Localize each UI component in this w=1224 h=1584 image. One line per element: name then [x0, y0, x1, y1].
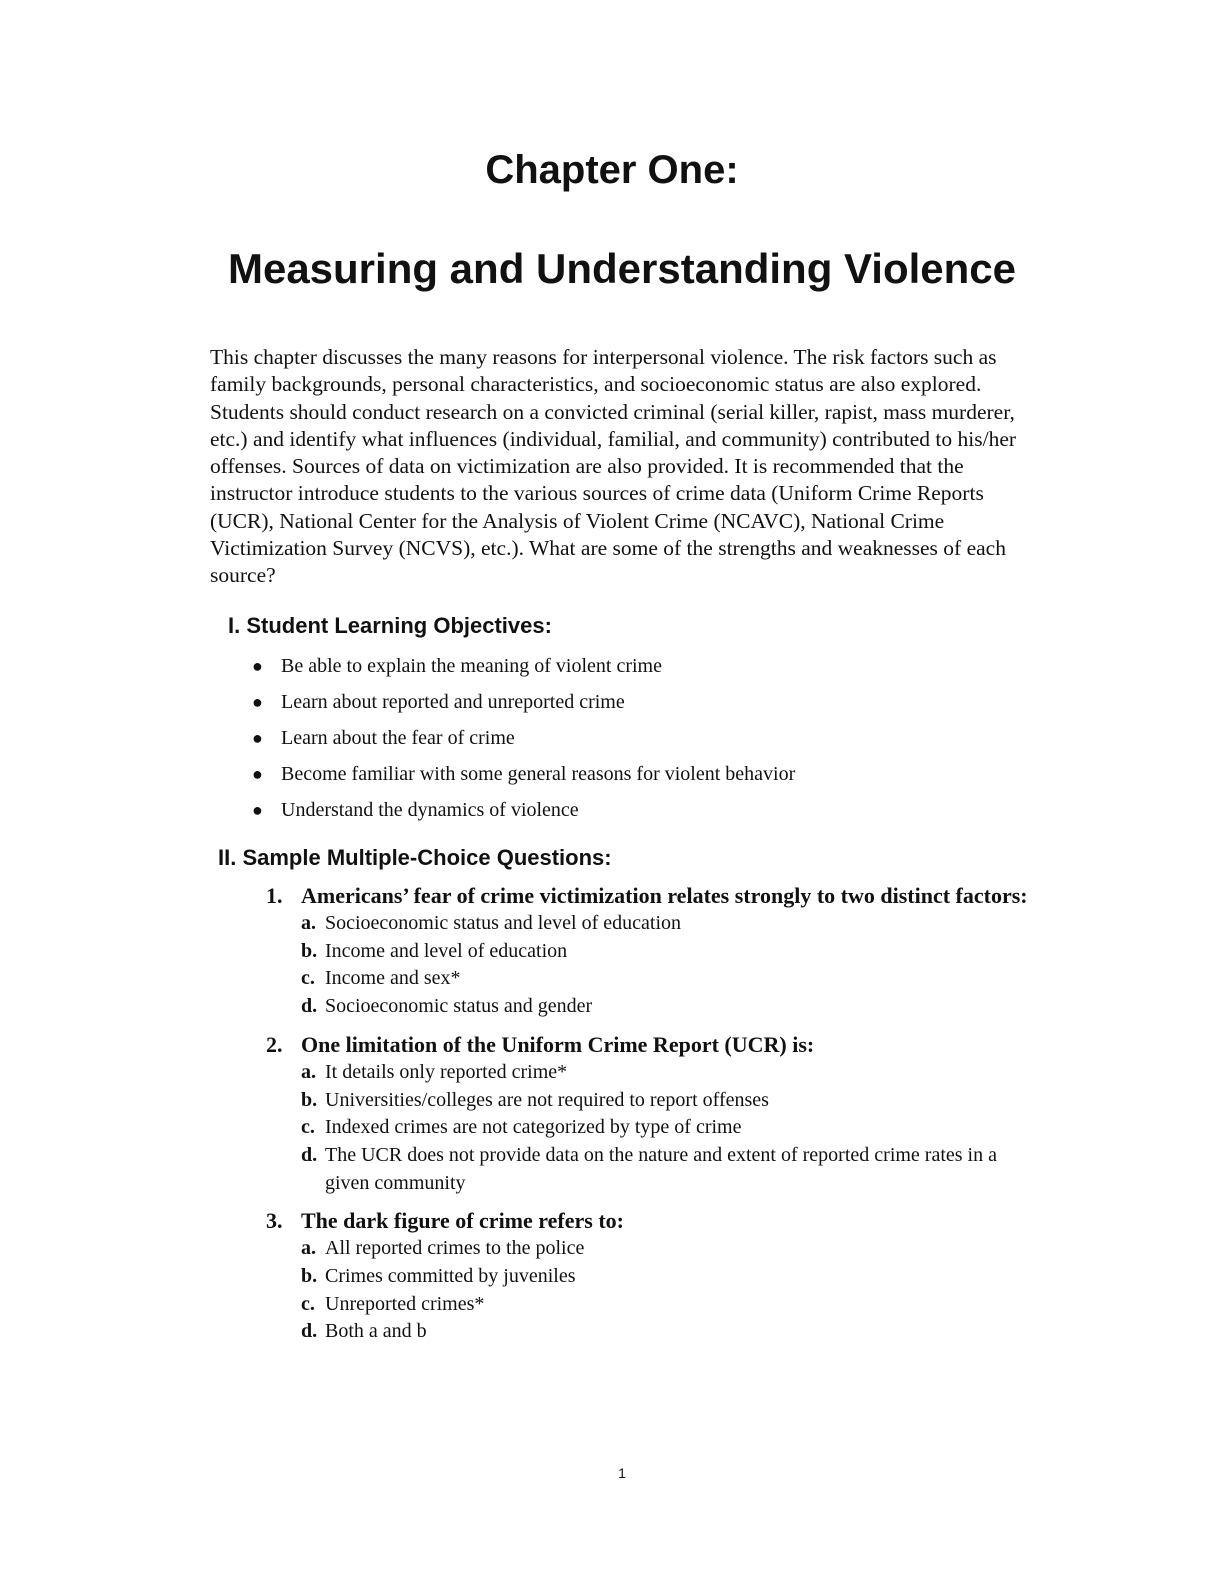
intro-paragraph: This chapter discusses the many reasons for interpersonal violence. The risk factors such as family backgrounds, personal characteristics, and socioeconomic status are also explored. Students should conduct research on a convicted criminal (serial killer, rapist, mass murderer, etc.) and identify what influences (individual, familial, and community) contributed to his/her offenses. Sources of data on victimization are also provided. It is recommended that the instructor introduce students to the various sources of crime data (Uniform Crime Reports (UCR), National Center for the Analysis of Violent Crime (NCAVC), National Crime Victimization Survey (NCVS), etc.). What are some of the strengths and weaknesses of each source? — [210, 345, 1017, 588]
option-text: Indexed crimes are not categorized by type of crime — [325, 1116, 742, 1139]
option-letter: c. — [301, 967, 315, 990]
chapter-title: Chapter One: — [485, 148, 739, 192]
question-stem — [266, 1031, 1036, 1059]
question-item — [266, 882, 1036, 1021]
objectives-heading: I. Student Learning Objectives: — [228, 613, 552, 638]
option-letter: b. — [301, 939, 318, 962]
answer-option — [301, 993, 1036, 1021]
option-letter: c. — [301, 1292, 315, 1315]
objective-item — [252, 796, 795, 832]
option-text: Crimes committed by juveniles — [325, 1265, 576, 1288]
bullet-icon: ● — [252, 692, 263, 712]
answer-option — [301, 1087, 1036, 1115]
option-letter: a. — [301, 912, 316, 934]
objective-text: Be able to explain the meaning of violent crime — [281, 655, 662, 677]
option-letter: c. — [301, 1116, 315, 1139]
questions-heading: II. Sample Multiple-Choice Questions: — [218, 845, 612, 870]
question-number: 2. — [266, 1031, 283, 1057]
answer-option — [301, 1235, 1036, 1263]
option-text: Income and sex* — [325, 967, 461, 990]
answer-option — [301, 1318, 1036, 1346]
answer-option — [301, 1114, 1036, 1142]
answer-option — [301, 1291, 1036, 1319]
answer-options — [266, 1235, 1036, 1346]
objective-text: Understand the dynamics of violence — [281, 799, 579, 821]
option-text: Unreported crimes* — [325, 1292, 485, 1315]
objective-text: Learn about reported and unreported crime — [281, 691, 625, 713]
question-stem — [266, 882, 1036, 910]
objective-item — [252, 760, 795, 796]
objectives-list — [252, 652, 795, 832]
page-number: 1 — [618, 1465, 626, 1481]
option-letter: d. — [301, 1320, 318, 1343]
option-letter: d. — [301, 1143, 318, 1166]
question-text: The dark figure of crime refers to: — [301, 1208, 624, 1234]
option-text: Both a and b — [325, 1320, 427, 1343]
questions-list — [266, 882, 1036, 1356]
bullet-icon: ● — [252, 764, 263, 784]
objective-text: Learn about the fear of crime — [281, 727, 515, 749]
answer-option — [301, 910, 1036, 938]
answer-option — [301, 1263, 1036, 1291]
answer-option — [301, 938, 1036, 966]
option-text: All reported crimes to the police — [325, 1237, 585, 1260]
question-number: 3. — [266, 1208, 283, 1234]
bullet-icon: ● — [252, 728, 263, 748]
option-letter: b. — [301, 1088, 318, 1111]
question-text: One limitation of the Uniform Crime Report (UCR) is: — [301, 1031, 815, 1057]
answer-option — [301, 965, 1036, 993]
question-number: 1. — [266, 883, 283, 908]
question-item — [266, 1031, 1036, 1198]
answer-options — [266, 1059, 1036, 1198]
option-letter: a. — [301, 1237, 316, 1260]
option-letter: b. — [301, 1265, 318, 1288]
option-text: Socioeconomic status and level of education — [325, 912, 682, 934]
answer-option — [301, 1142, 1036, 1197]
objective-text: Become familiar with some general reasons for violent behavior — [281, 763, 796, 785]
option-text: Income and level of education — [325, 939, 568, 962]
objective-item — [252, 688, 795, 724]
chapter-subtitle: Measuring and Understanding Violence — [227, 245, 1017, 292]
option-text: Socioeconomic status and gender — [325, 995, 593, 1018]
objective-item — [252, 724, 795, 760]
option-text: It details only reported crime* — [325, 1060, 568, 1083]
option-letter: d. — [301, 995, 318, 1018]
bullet-icon: ● — [252, 656, 263, 676]
option-text: Universities/colleges are not required to report offenses — [325, 1088, 769, 1111]
answer-option — [301, 1059, 1036, 1087]
question-stem — [266, 1207, 1036, 1235]
question-item — [266, 1207, 1036, 1346]
option-text: The UCR does not provide data on the nature and extent of reported crime rates in a given community — [325, 1143, 997, 1194]
answer-options — [266, 910, 1036, 1021]
bullet-icon: ● — [252, 800, 263, 820]
objective-item — [252, 652, 795, 688]
option-letter: a. — [301, 1060, 316, 1083]
question-text: Americans’ fear of crime victimization relates strongly to two distinct factors: — [301, 883, 1028, 908]
